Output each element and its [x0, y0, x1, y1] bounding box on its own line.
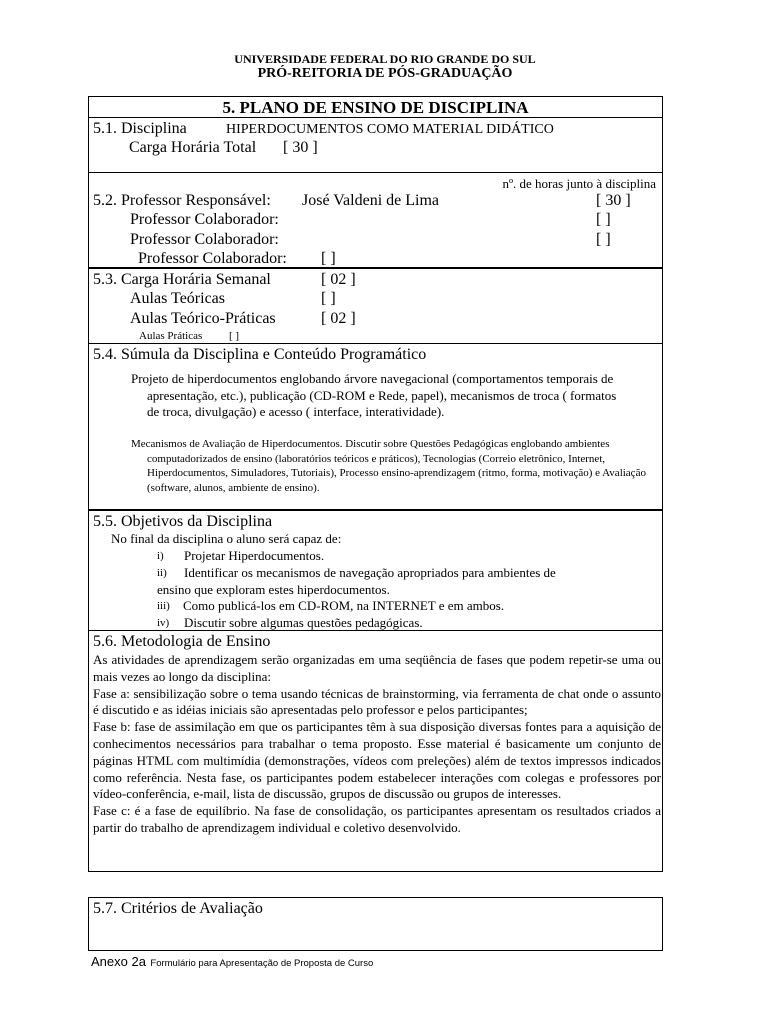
objectives-label: 5.5. Objetivos da Disciplina — [93, 513, 273, 530]
section-syllabus — [88, 343, 663, 510]
objective-marker: iv) — [157, 617, 170, 629]
theory-label: Aulas Teóricas — [130, 290, 225, 307]
objectives-intro: No final da disciplina o aluno será capaz de: — [111, 531, 342, 546]
responsible-name: José Valdeni de Lima — [302, 192, 440, 209]
discipline-name: HIPERDOCUMENTOS COMO MATERIAL DIDÁTICO — [226, 122, 554, 137]
objective-marker: i) — [157, 550, 164, 562]
hours-note: nº. de horas junto à disciplina — [502, 176, 656, 191]
objective-item: Discutir sobre algumas questões pedagógicas. — [184, 615, 423, 630]
methodology-paragraph: Fase a: sensibilização sobre o tema usando técnicas de brainstorming, via ferramenta de chat onde o assunto é discutido e as idéias iniciais são apresentadas pelo professor e pelos participantes; — [93, 685, 661, 718]
practice-label: Aulas Práticas — [139, 330, 203, 342]
section-discipline — [88, 117, 663, 173]
section-objectives — [88, 510, 663, 631]
theory-value: [ ] — [321, 290, 336, 307]
methodology-paragraph: Fase c: é a fase de equilíbrio. Na fase de consolidação, os participantes apresentam os resultados criados a partir do trabalho de aprendizagem individual e coletivo desenvolvido. — [93, 803, 661, 835]
university-name: UNIVERSIDADE FEDERAL DO RIO GRANDE DO SUL — [234, 52, 536, 66]
plan-title-box — [88, 96, 663, 118]
discipline-label: 5.1. Disciplina — [93, 120, 187, 137]
syllabus-label: 5.4. Súmula da Disciplina e Conteúdo Programático — [93, 346, 427, 363]
objective-item-continuation: ensino que exploram estes hiperdocumentos. — [157, 582, 390, 597]
collaborator-3-label: Professor Colaborador: — [138, 250, 287, 267]
total-load-label: Carga Horária Total — [129, 139, 257, 156]
section-weekly-load — [88, 268, 663, 344]
plan-title: 5. PLANO DE ENSINO DE DISCIPLINA — [222, 98, 529, 117]
methodology-label: 5.6. Metodologia de Ensino — [93, 633, 271, 650]
objective-marker: ii) — [157, 567, 167, 579]
section-evaluation — [88, 897, 663, 951]
collaborator-1-label: Professor Colaborador: — [130, 211, 279, 228]
theory-practice-label: Aulas Teórico-Práticas — [130, 310, 276, 327]
collaborator-2-label: Professor Colaborador: — [130, 231, 279, 248]
responsible-hours: [ 30 ] — [596, 192, 631, 209]
collaborator-1-hours: [ ] — [596, 211, 611, 228]
section-professors — [88, 172, 663, 268]
office-name: PRÓ-REITORIA DE PÓS-GRADUAÇÃO — [257, 66, 513, 81]
syllabus-paragraph-1: Projeto de hiperdocumentos englobando árvore navegacional (comportamentos temporais de apresentação, etc.), publicação (CD-ROM e Rede, papel), mecanismos de troca ( formatos de troca, divulgação) e acesso ( interface, interatividade). — [131, 371, 617, 419]
annex-label: Anexo 2a — [91, 954, 146, 969]
methodology-text — [93, 652, 661, 837]
collaborator-3-hours: [ ] — [321, 250, 336, 267]
objective-item: Projetar Hiperdocumentos. — [184, 548, 325, 563]
methodology-paragraph: As atividades de aprendizagem serão organizadas em uma seqüência de fases que podem repetir-se uma ou mais vezes ao longo da disciplina: — [93, 652, 661, 684]
evaluation-label: 5.7. Critérios de Avaliação — [93, 900, 263, 917]
weekly-load-label: 5.3. Carga Horária Semanal — [93, 271, 271, 288]
total-load-value: [ 30 ] — [283, 139, 318, 156]
section-methodology — [88, 630, 663, 872]
methodology-paragraph: Fase b: fase de assimilação em que os participantes têm à sua disposição diversas fontes para a aquisição de conhecimentos necessários para trabalhar o tema proposto. Esse material é basicamente um conjunto de páginas HTML com multimídia (demonstrações, vídeos com preleções) além de textos impressos indicados como referência. Nesta fase, os participantes podem estabelecer interações com colegas e professores por vídeo-conferência, e-mail, lista de discussão, grupos de discussão ou grupos de interesses. — [93, 719, 661, 802]
form-name: Formulário para Apresentação de Proposta de Curso — [150, 958, 374, 969]
responsible-label: 5.2. Professor Responsável: — [93, 192, 271, 209]
practice-value: [ ] — [229, 330, 240, 342]
weekly-load-value: [ 02 ] — [321, 271, 356, 288]
theory-practice-value: [ 02 ] — [321, 310, 356, 327]
syllabus-paragraph-2: Mecanismos de Avaliação de Hiperdocumentos. Discutir sobre Questões Pedagógicas englobando ambientes computadorizados de ensino (laboratórios teóricos e práticos), Tecnologias (Correio eletrônico, Internet, Hiperdocumentos, Simuladores, Tutoriais), Processo ensino-aprendizagem (ritmo, forma, motivação) e Avaliação (software, alunos, ambiente de ensino). — [131, 438, 646, 494]
footer — [91, 953, 373, 971]
objective-item: Identificar os mecanismos de navegação apropriados para ambientes de — [184, 565, 556, 580]
objective-marker: iii) — [157, 600, 170, 612]
objective-item: Como publicá-los em CD-ROM, na INTERNET e em ambos. — [183, 598, 505, 613]
collaborator-2-hours: [ ] — [596, 231, 611, 248]
